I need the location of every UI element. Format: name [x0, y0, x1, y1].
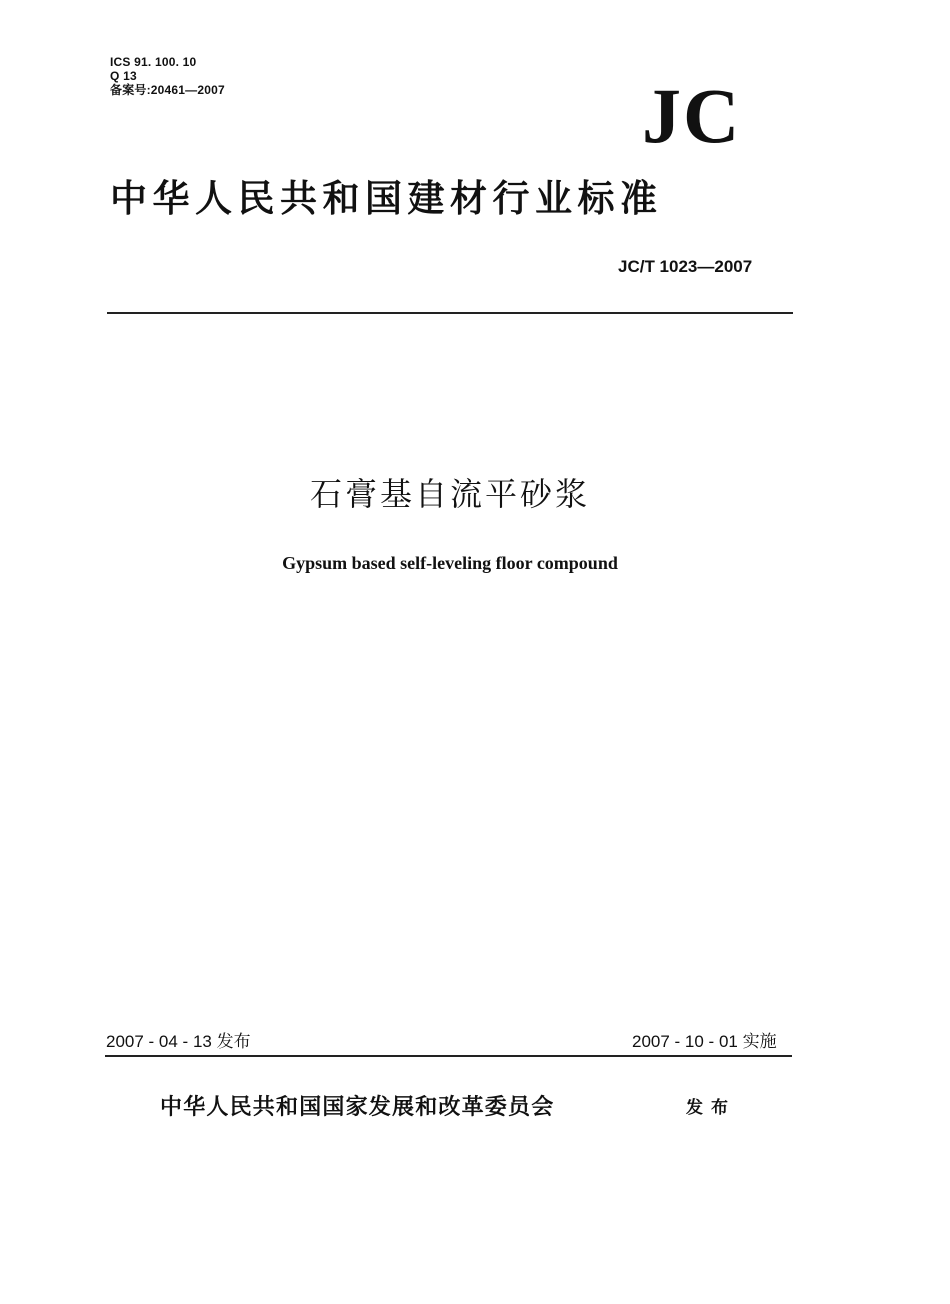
document-title-english: Gypsum based self-leveling floor compound [282, 553, 618, 573]
standard-number: JC/T 1023—2007 [618, 257, 753, 276]
effective-date: 2007 - 10 - 01 实施 [632, 1032, 777, 1051]
document-title-chinese: 石膏基自流平砂浆 [309, 475, 590, 513]
classification-block [110, 55, 225, 97]
filing-number: 备案号:20461—2007 [110, 83, 225, 97]
ics-code: ICS 91. 100. 10 [110, 55, 197, 69]
top-divider [107, 312, 793, 314]
jc-logo: JC [642, 72, 742, 159]
issue-action: 发布 [686, 1098, 736, 1118]
issue-date: 2007 - 04 - 13 发布 [106, 1032, 251, 1051]
ccs-code: Q 13 [110, 69, 137, 83]
standard-category-title: 中华人民共和国建材行业标准 [110, 177, 663, 220]
issuing-authority: 中华人民共和国国家发展和改革委员会 [160, 1095, 555, 1120]
bottom-divider [105, 1055, 792, 1057]
